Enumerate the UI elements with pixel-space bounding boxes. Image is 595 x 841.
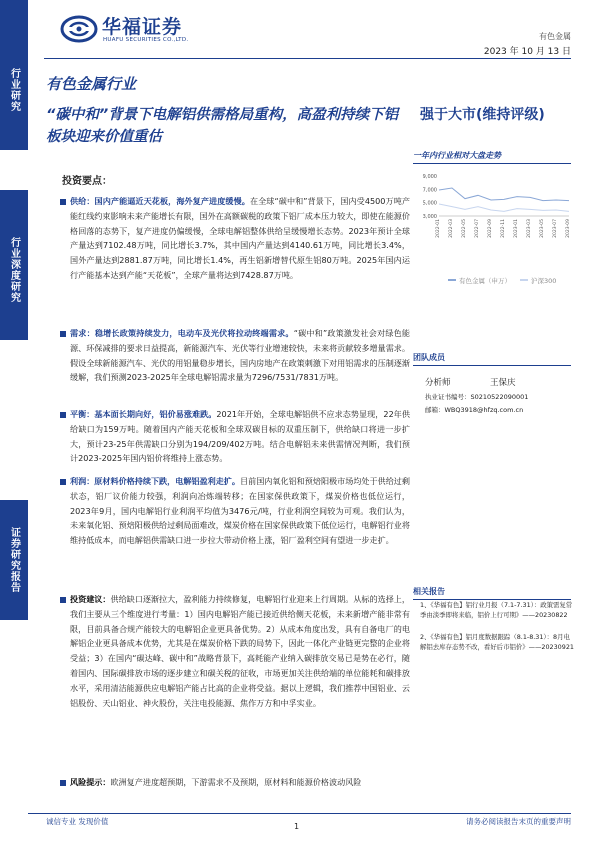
related-report-link[interactable]: 1、《华福有色】铝行业月报（7.1-7.31）：政策需复常季由淡季即将来临，铝价上行可期》——20230822 bbox=[420, 601, 573, 619]
x-tick-label: 2023-09 bbox=[566, 219, 571, 238]
summary-text: 2021年开始，全球电解铝供不应求态势显现，22年供给缺口为159万吨。随着国内产能天花板和全球双碳目标的双重压制下，供给缺口将进一步扩大，预计23-25年供需缺口分别为194/209/402万吨。结合电解铝未来供需情况判断，我们预计2023-2025年国内铝价将维持上涨态势。 bbox=[70, 409, 410, 464]
x-tick-label: 2022-01 bbox=[436, 219, 441, 238]
huafu-logo-icon bbox=[60, 14, 98, 44]
logo-english-text: HUAFU SECURITIES CO.,LTD. bbox=[103, 37, 189, 43]
team-title: 团队成员 bbox=[413, 352, 571, 366]
sector-title: 有色金属行业 bbox=[46, 75, 137, 93]
summary-heading: 投资要点： bbox=[62, 176, 112, 187]
summary-lead: 投资建议： bbox=[70, 594, 111, 604]
x-tick-label: 2023-07 bbox=[553, 219, 558, 238]
sidebar-label-securities-report: 证券研究报告 bbox=[8, 527, 20, 593]
summary-text: 欧洲复产进度超预期，下游需求不及预期，原材料和能源价格波动风险 bbox=[110, 777, 362, 787]
legend-series2: 沪深300 bbox=[531, 277, 557, 285]
series-line-2 bbox=[439, 204, 569, 211]
x-tick-label: 2022-03 bbox=[449, 219, 454, 238]
logo-text: 华福证券 bbox=[102, 16, 183, 38]
summary-demand bbox=[70, 326, 410, 385]
summary-supply bbox=[70, 194, 410, 283]
y-tick-label: 5,000 bbox=[422, 200, 437, 207]
bullet-icon bbox=[60, 479, 66, 485]
summary-risk bbox=[70, 775, 410, 790]
summary-lead: 需求：稳增长政策持续发力，电动车及光伏将拉动终端需求。 bbox=[70, 328, 294, 338]
bullet-icon bbox=[60, 331, 66, 337]
bullet-icon bbox=[60, 412, 66, 418]
header-date: 2023 年 10 月 13 日 bbox=[483, 47, 571, 57]
summary-text: 供给缺口逐渐拉大，盈利能力持续修复，电解铝行业迎来上行周期。从标的选择上，我们主要从三个维度进行考量：1）国内电解铝产能已接近供给侧天花板，未来新增产能非常有限，目前具备合规产能较大的电解铝企业更具备优势。2）从成本角度出发，具有自备电厂的电解铝企业更具备成本优势，尤其是在煤炭价格下跌的局势下，因此一体化产业链更完整的企业将受益；3）在国内“碳达峰、碳中和”战略背景下，高耗能产业纳入碳排放交易已是势在必行，随着国内、国际碳排放市场的逐步建立和碳关税的征收，市场更加关注供给端的单位能耗和碳排放水平，采用清洁能源供应电解铝产能占比高的企业将受益。据以上逻辑，我们推荐中国铝业、云铝股份、天山铝业、神火股份，关注电投能源、焦作万方和中孚实业。 bbox=[70, 594, 410, 708]
summary-text: 在全球“碳中和”背景下，国内受4500万吨产能红线约束影响未来产能增长有限，国外在高额碳税的政策下铝厂成本压力较大，即使在能源价格回落的态势下，复产进度仍偏缓慢，全球电解铝整体供给呈缓慢增长态势。2023年预计全球产量达到7102.48万吨，同比增长3.7%，其中国内产量达到4140.61万吨，同比增长3.4%，国外产量达到2881.87万吨，同比增长1.4%，再生铝新增替代原生铝80万吨。2025年国内运行产能基本达到产能“天花板”，全球产量将达到7428.87万吨。 bbox=[70, 196, 410, 280]
summary-text: “碳中和”政策激发社会对绿色能源、环保减排的要求日益提高，新能源汽车、光伏等行业增速较快，未来将贡献较多增量需求。假设全球新能源汽车、光伏的用铝量稳步增长，国内房地产在政策刺激下对用铝需求的压制逐渐缓解，我们预测2023-2025年全球电解铝需求量为7296/7531/7831万吨。 bbox=[70, 328, 410, 383]
bullet-icon bbox=[60, 597, 66, 603]
summary-lead: 利润：原材料价格持续下跌，电解铝盈利走扩。 bbox=[70, 476, 240, 486]
summary-text: 目前国内氧化铝和预焙阳极市场均处于供给过剩状态，铝厂议价能力较强，利润向冶炼端转移；在国家保供政策下，煤炭价格也低位运行，2023年9月，国内电解铝行业利润平均值为3476元/吨，行业利润空间较为可观。我们认为，未来氧化铝、预焙阳极供给过剩局面难改，煤炭价格在国家保供政策下低位运行，电解铝行业将维持低成本，而电解铝供需缺口进一步拉大带动价格上涨，铝厂盈利空间有望进一步走扩。 bbox=[70, 476, 410, 546]
summary-investment bbox=[70, 592, 410, 710]
header-industry: 有色金属 bbox=[539, 32, 571, 41]
x-tick-label: 2023-03 bbox=[527, 219, 532, 238]
analyst-cert: 执业证书编号：S0210522090001 bbox=[425, 393, 529, 401]
footer-slogan: 诚信专业 发现价值 bbox=[46, 817, 109, 826]
analyst-role: 分析师 bbox=[425, 378, 451, 388]
x-tick-label: 2023-05 bbox=[540, 219, 545, 238]
analyst-email: 邮箱：WBQ3918@hfzq.com.cn bbox=[425, 406, 524, 414]
x-tick-label: 2022-05 bbox=[462, 219, 467, 238]
rating-label: 强于大市(维持评级) bbox=[420, 107, 545, 123]
sidebar-label-deep-research: 行业深度研究 bbox=[8, 237, 20, 303]
legend-swatch-series1 bbox=[448, 279, 456, 281]
related-title: 相关报告 bbox=[413, 586, 571, 600]
related-report-link[interactable]: 2、《华福有色】铝月度数据跟踪（8.1-8.31）：8月电解铝去库存态势不改，看好后市铝价》——20230921 bbox=[420, 633, 574, 651]
x-tick-label: 2022-07 bbox=[475, 219, 480, 238]
bullet-icon bbox=[60, 199, 66, 205]
x-tick-label: 2022-09 bbox=[488, 219, 493, 238]
x-tick-label: 2023-01 bbox=[514, 219, 519, 238]
summary-lead: 平衡：基本面长期向好，铝价易涨难跌。 bbox=[70, 409, 217, 419]
footer-divider bbox=[28, 813, 571, 814]
page-number: 1 bbox=[294, 822, 300, 831]
summary-lead: 供给：国内产能逼近天花板，海外复产进度缓慢。 bbox=[70, 196, 250, 206]
legend-series1: 有色金属（申万） bbox=[459, 277, 511, 285]
x-tick-label: 2022-11 bbox=[501, 219, 506, 238]
report-headline: “碳中和”背景下电解铝供需格局重构，高盈利持续下铝板块迎来价值重估 bbox=[46, 107, 399, 145]
y-tick-label: 3,000 bbox=[422, 214, 437, 220]
sidebar-label-industry-research: 行业研究 bbox=[8, 68, 20, 112]
summary-lead: 风险提示： bbox=[70, 777, 111, 787]
analyst-name: 王保庆 bbox=[490, 378, 516, 388]
y-tick-label: 9,000 bbox=[422, 174, 437, 180]
y-tick-label: 7,000 bbox=[422, 187, 437, 194]
footer-disclaimer: 请务必阅读报告末页的重要声明 bbox=[466, 817, 571, 826]
series-line-1 bbox=[439, 188, 569, 201]
bullet-icon bbox=[60, 780, 66, 786]
header-divider bbox=[44, 58, 571, 59]
chart-title: 一年内行业相对大盘走势 bbox=[413, 150, 571, 164]
summary-profit bbox=[70, 474, 410, 548]
summary-balance bbox=[70, 407, 410, 466]
trend-chart bbox=[413, 168, 573, 268]
legend-swatch-series2 bbox=[520, 279, 528, 281]
